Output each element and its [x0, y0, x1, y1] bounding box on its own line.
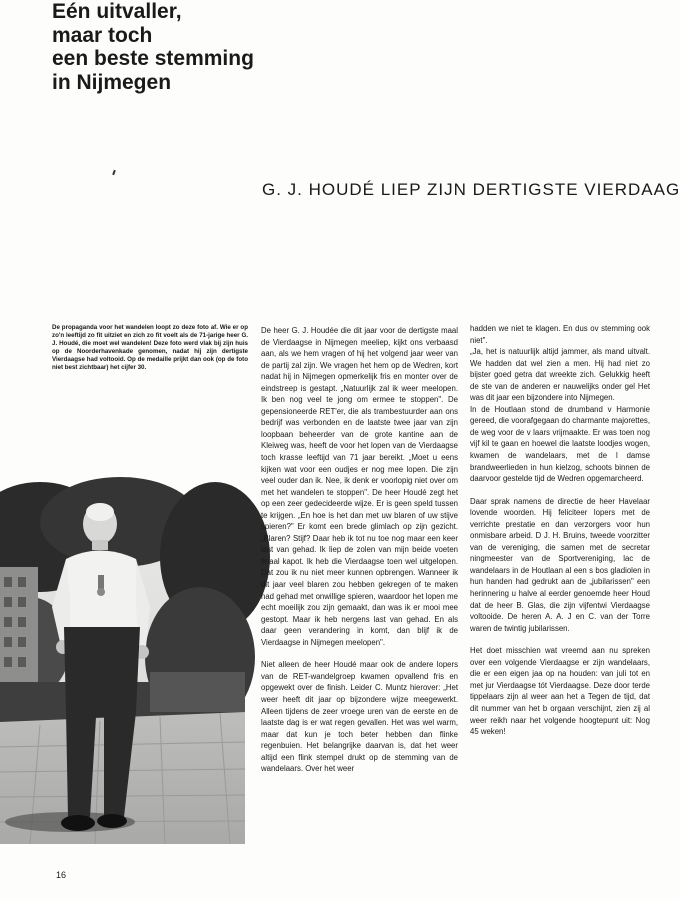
- headline-line-2: maar toch: [52, 23, 153, 47]
- photo-caption: [52, 324, 248, 373]
- article-column-right: [470, 323, 650, 738]
- article-paragraph: De heer G. J. Houdée die dit jaar voor de dertigste maal de Vierdaagse in Nijmegen meeliep, kijkt ons verbaasd aan, als we hem vragen of hij het volgend jaar weer van de partij zal zijn. We vragen het hem op de Wedren, kort nadat hij in Nijmegen opmerkelijk fris en monter over de eindstreep is gestapt. „Natuurlijk zal ik weer meelopen. Ik ben nog veel te jong om ermee te stoppen". De gepensioneerde RET'er, die als trambestuurder aan ons bedrijf was verbonden en de laatste twee jaar van zijn loopbaan beheerder van de grote kantine aan de Kleiweg was, heeft de voor het lopen van de Vierdaagse toch krasse leeftijd van 71 jaar bereikt. „Moet u eens kijken wat voor een oudjes er nog mee lopen. Die zijn veel ouder dan ik. Nee, ik denk er voorlopig niet over om met het wandelen te stoppen". De heer Houdé zegt het op een zeer gedecideerde wijze. Er is geen speld tussen te krijgen. „En hoe is het dan met uw blaren of uw stijve spieren?" Er komt een brede glimlach op zijn gezicht. „Blaren? Stijf? Daar heb ik tot nu toe nog maar een keer last van gehad. Ik liep de zolen van mijn beide voeten finaal kapot. Ik heb die Vierdaagse toen wel uitgelopen. Dat zou ik nu niet meer kunnen opbrengen. Wanneer ik dit jaar veel blaren zou hebben gekregen of te maken had gehad met onwillige spieren, waardoor het lopen me echt moeilijk zou zijn gemaakt, dan was ik er mooi mee gestopt. Maar ik heb nergens last van gehad. En als daar geen verandering in komt, dan blijf ik de Vierdaagse in Nijmegen meelopen".: [261, 326, 458, 647]
- article-paragraph: Het doet misschien wat vreemd aan nu spreken over een volgende Vierdaagse er zijn wandelaars, die er een eigen jaa op na houden: van juli tot en met jur Vierdaagse tót Vierdaagse. Deze door terde tippelaars zijn al weer aan het a Tegen de tijd, dat dit nummer van het b orgaan verschijnt, zien zij al weer reikh naar het volgende hoogtepunt uit: Nog 45 weken!: [470, 646, 650, 737]
- article-column-middle: [261, 325, 458, 775]
- caption-text: De propaganda voor het wandelen loopt zo deze foto af. Wie er op zo'n leeftijd zo fit uitziet en zich zo fit voelt als de 71-jarige heer G. J. Houdé, die moet wel wandelen! Deze foto werd vlak bij zijn huis op de Noorderhavenkade genomen, nadat hij zijn dertigste Vierdaagse had voltooid. Op de medaille prijkt dan ook (op de foto niet best zichtbaar) het cijfer 30.: [52, 324, 248, 372]
- article-paragraph: Niet alleen de heer Houdé maar ook de andere lopers van de RET-wandelgroep kwamen opvallend fris en opgewekt over de finish. Leider C. Muntz hierover: „Het weer heeft dit jaar op bijzondere wijze meegewerkt. Alleen tijdens de zeer vroege uren van de eerste en de laatste dag is er wat regen gevallen. Het was wel warm, maar dat kun je toch beter hebben dan flinke regenbuien. Het belangrijke daarvan is, dat het weer altijd een flink stempel drukt op de stemming van de wandelaars. Over het weer: [261, 660, 458, 774]
- page-number: 16: [56, 870, 67, 880]
- headline: [52, 0, 312, 94]
- headline-line-1: Eén uitvaller,: [52, 0, 182, 23]
- article-subtitle: G. J. HOUDÉ LIEP ZIJN DERTIGSTE VIERDAAG: [262, 180, 680, 199]
- print-speck: [112, 170, 116, 175]
- elderly-man-walking-photo: [0, 497, 245, 844]
- article-paragraph: In de Houtlaan stond de drumband v Harmonie gereed, die voorafgegaan do charmante majorettes, de weg voor de v laars vrijmaakte. Er was toen nog vijf kil te gaan en hoewel die laatste loodjes wogen, kwamen de wandelaars, met de l damse brandweerlieden in hun kielzog, schoots binnen de daarvoor gestelde tijd de Wedren opgemarcheerd.: [470, 404, 650, 484]
- headline-line-4: in Nijmegen: [52, 70, 172, 94]
- article-paragraph: Daar sprak namens de directie de heer Havelaar lovende woorden. Hij feliciteer lopers met de verrichte prestatie en dan verzorgers voor hun onmisbare arbeid. D J. H. Bruins, tweede voorzitter van de vereniging, die samen met de secretar ningmeester van de Sportvereniging, lac de wandelaars in de Houtlaan al een s bos gladiolen in hun handen had gedrukt aan de „jubilarissen" een herinnering u halve al eerder genoemde heer Houd dat de heer B. Glas, die zijn vijfentwi Vierdaagse voltooide. De heren A. A. J en C. van der Torre waren de twintig jubilarissen.: [470, 496, 650, 633]
- article-paragraph: hadden we niet te klagen. En dus ov stemming ook niet".: [470, 324, 650, 345]
- headline-line-3: een beste stemming: [52, 47, 254, 70]
- article-paragraph: „Ja, het is natuurlijk altijd jammer, als mand uitvalt. We hadden dat wel zien a men. Hij had niet zo bijster goed getra dat wreekte zich. Gelukkig heeft de ste van de anderen er nauwelijks onder gel Het was dit jaar een bijzondere into Nijmegen.: [470, 347, 650, 403]
